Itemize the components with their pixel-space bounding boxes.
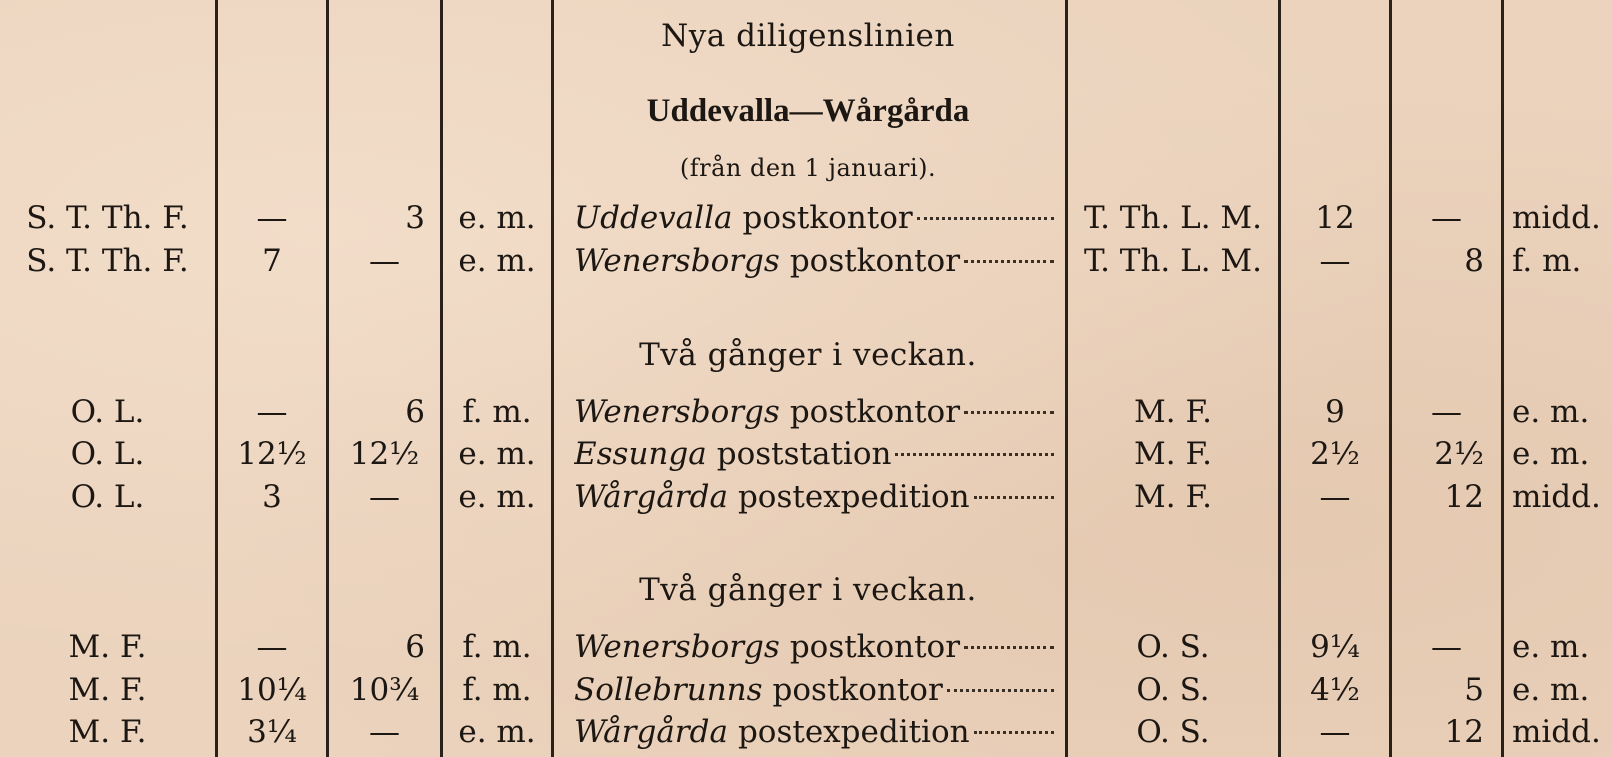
section-heading: Två gånger i veckan.	[639, 572, 977, 608]
station	[574, 434, 1054, 474]
station-type: postexpedition	[737, 714, 970, 750]
station-name: Wenersborgs	[574, 394, 780, 430]
dot-leader	[964, 260, 1054, 263]
days-out: M. F.	[68, 672, 147, 708]
validity-note: (från den 1 januari).	[679, 154, 937, 182]
arrival-back: 2½	[1310, 436, 1360, 472]
station-type: postkontor	[742, 200, 913, 236]
ampm-out: e. m.	[458, 479, 536, 515]
days-out: M. F.	[68, 629, 147, 665]
days-back: T. Th. L. M.	[1083, 200, 1263, 236]
days-out: S. T. Th. F.	[26, 243, 189, 279]
departure-back: —	[1431, 200, 1462, 236]
arrival-back: —	[1319, 479, 1351, 515]
station-type: postkontor	[789, 394, 961, 430]
station-type: postkontor	[772, 672, 943, 708]
ampm-back: midd.	[1512, 479, 1601, 515]
days-out: O. L.	[70, 479, 145, 515]
days-back: M. F.	[1134, 479, 1212, 515]
station-type: postkontor	[789, 629, 961, 665]
departure-out: —	[369, 243, 400, 279]
station	[574, 712, 1054, 752]
days-back: M. F.	[1134, 436, 1212, 472]
days-back: T. Th. L. M.	[1083, 243, 1263, 279]
departure-back: 12	[1444, 714, 1484, 750]
departure-back: —	[1431, 629, 1462, 665]
station-type: postexpedition	[737, 479, 970, 515]
arrival-back: —	[1319, 714, 1351, 750]
station	[574, 670, 1054, 710]
departure-out: —	[369, 479, 400, 515]
departure-back: 2½	[1434, 436, 1484, 472]
departure-out: 6	[405, 629, 425, 665]
dot-leader	[974, 731, 1054, 734]
days-out: S. T. Th. F.	[26, 200, 189, 236]
ampm-back: midd.	[1512, 714, 1601, 750]
departure-out: —	[369, 714, 400, 750]
dot-leader	[917, 217, 1054, 220]
station	[574, 477, 1054, 517]
arrival-out: —	[256, 200, 288, 236]
arrival-out: 12½	[237, 436, 307, 472]
ampm-out: f. m.	[462, 672, 532, 708]
days-back: O. S.	[1136, 714, 1210, 750]
dot-leader	[947, 689, 1054, 692]
station-name: Essunga	[574, 436, 707, 472]
ampm-back: e. m.	[1512, 629, 1590, 665]
arrival-back: —	[1319, 243, 1351, 279]
days-back: O. S.	[1136, 629, 1210, 665]
ampm-out: f. m.	[462, 394, 532, 430]
station-name: Wenersborgs	[574, 629, 780, 665]
arrival-out: 7	[262, 243, 282, 279]
ampm-back: e. m.	[1512, 672, 1590, 708]
arrival-back: 4½	[1310, 672, 1360, 708]
days-out: O. L.	[70, 436, 145, 472]
arrival-out: —	[256, 629, 288, 665]
station-name: Uddevalla	[574, 200, 733, 236]
days-out: O. L.	[70, 394, 145, 430]
station-type: poststation	[716, 436, 892, 472]
days-out: M. F.	[68, 714, 147, 750]
ampm-back: e. m.	[1512, 394, 1590, 430]
arrival-out: 3	[262, 479, 282, 515]
ampm-out: e. m.	[458, 436, 536, 472]
timetable-title: Nya diligenslinien	[661, 18, 955, 54]
station-name: Wårgårda	[574, 479, 728, 515]
route-title: Uddevalla—Wårgårda	[646, 93, 970, 129]
departure-back: 12	[1444, 479, 1484, 515]
station-name: Wårgårda	[574, 714, 728, 750]
departure-out: 6	[405, 394, 425, 430]
ampm-back: f. m.	[1512, 243, 1582, 279]
ampm-back: e. m.	[1512, 436, 1590, 472]
column-rule	[1501, 0, 1504, 757]
station-name: Wenersborgs	[574, 243, 780, 279]
arrival-back: 12	[1315, 200, 1355, 236]
station	[574, 627, 1054, 667]
station	[574, 392, 1054, 432]
ampm-out: e. m.	[458, 243, 536, 279]
days-back: O. S.	[1136, 672, 1210, 708]
dot-leader	[964, 646, 1054, 649]
arrival-back: 9	[1325, 394, 1345, 430]
arrival-out: 10¼	[237, 672, 307, 708]
departure-back: 8	[1464, 243, 1484, 279]
dot-leader	[964, 411, 1054, 414]
station	[574, 198, 1054, 238]
dot-leader	[974, 496, 1054, 499]
arrival-out: 3¼	[247, 714, 297, 750]
ampm-out: e. m.	[458, 714, 536, 750]
station	[574, 241, 1054, 281]
section-heading: Två gånger i veckan.	[639, 337, 977, 373]
ampm-out: f. m.	[462, 629, 532, 665]
station-type: postkontor	[789, 243, 961, 279]
arrival-back: 9¼	[1310, 629, 1360, 665]
days-back: M. F.	[1134, 394, 1212, 430]
ampm-back: midd.	[1512, 200, 1601, 236]
ampm-out: e. m.	[458, 200, 536, 236]
departure-out: 12½	[349, 436, 420, 472]
departure-out: 3	[405, 200, 425, 236]
departure-back: —	[1431, 394, 1462, 430]
departure-out: 10¾	[349, 672, 420, 708]
dot-leader	[895, 453, 1054, 456]
station-name: Sollebrunns	[574, 672, 763, 708]
arrival-out: —	[256, 394, 288, 430]
departure-back: 5	[1464, 672, 1484, 708]
